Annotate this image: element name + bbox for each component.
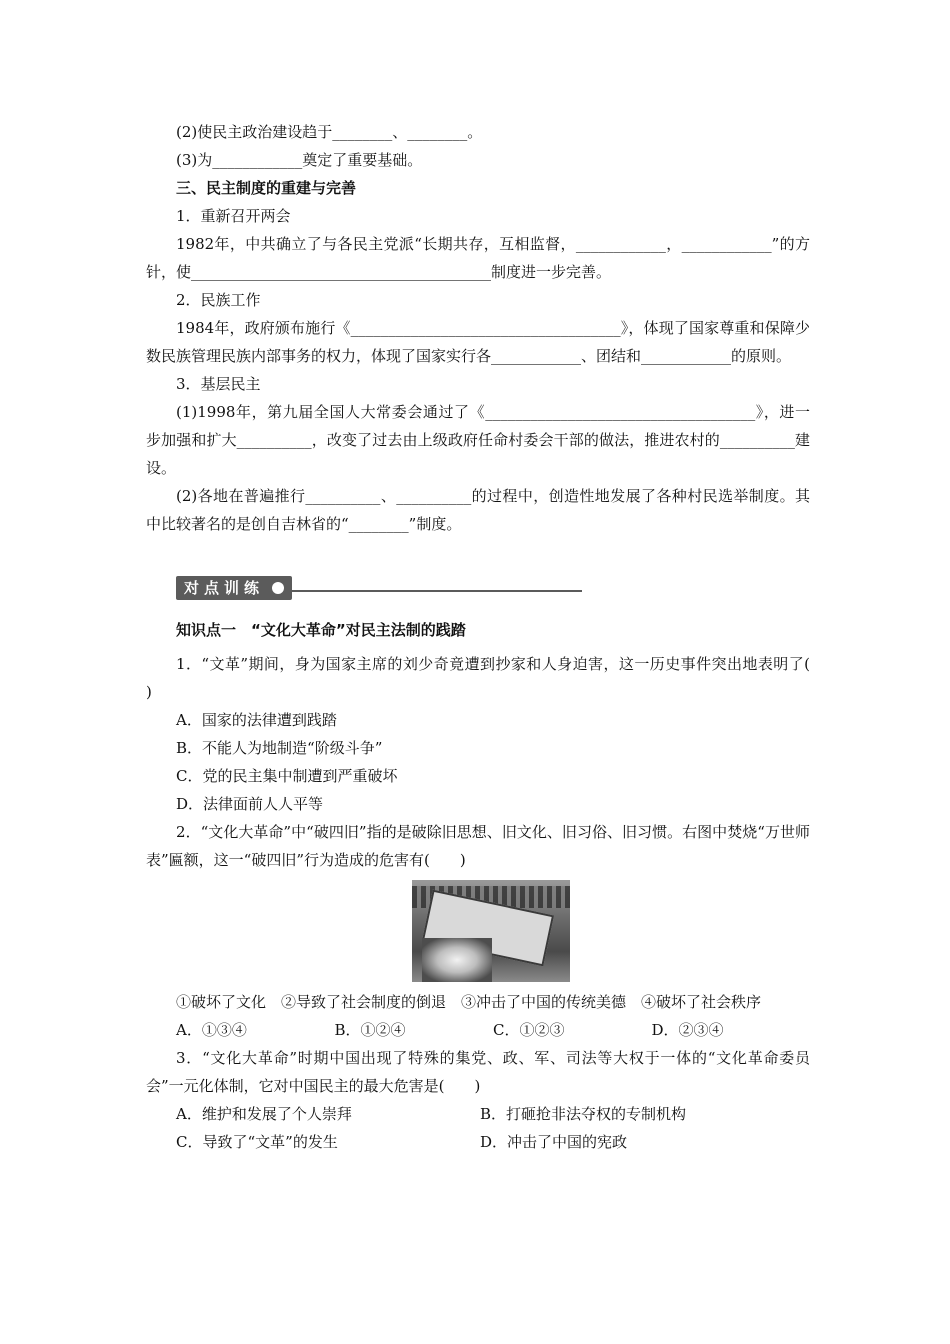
banner-divider (292, 590, 582, 592)
item-3-text-2: (2)各地在普遍推行__________、__________的过程中，创造性地发展了各种村民选举制度。其中比较著名的是创自吉林省的“________”制度。 (146, 487, 810, 533)
item-2-text: 1984年，政府颁布施行《____________________________________》，体现了国家尊重和保障少数民族管理民族内部事务的权力，体现了国家实行各____________、团结和____________的原则。 (146, 319, 810, 365)
page-content (146, 118, 841, 1156)
question-3-option-c: C．导致了“文革”的发生 (176, 1133, 338, 1151)
item-1-title: 1．重新召开两会 (176, 207, 291, 225)
question-2-stem: 2．“文化大革命”中“破四旧”指的是破除旧思想、旧文化、旧习俗、旧习惯。右图中焚烧“万世师表”匾额，这一“破四旧”行为造成的危害有( ) (146, 823, 810, 869)
question-2-option-d: D．②③④ (651, 1021, 724, 1039)
photo-fire (422, 938, 492, 982)
item-2-title: 2．民族工作 (176, 291, 261, 309)
fill-line-2: (2)使民主政治建设趋于________、________。 (176, 123, 483, 141)
question-3-options-row-2 (146, 1128, 810, 1156)
question-2-photo-area (146, 880, 810, 984)
question-1-option-c: C．党的民主集中制遭到严重破坏 (176, 767, 398, 785)
question-2-option-b: B．①②④ (334, 1021, 406, 1039)
question-2-option-c: C．①②③ (493, 1021, 565, 1039)
fill-line-3: (3)为____________奠定了重要基础。 (176, 151, 423, 169)
question-3-option-d: D．冲击了中国的宪政 (480, 1133, 628, 1151)
training-banner (172, 574, 810, 602)
question-2-statements: ①破坏了文化 ②导致了社会制度的倒退 ③冲击了中国的传统美德 ④破坏了社会秩序 (176, 993, 762, 1011)
knowledge-point-heading: 知识点一 “文化大革命”对民主法制的践踏 (176, 621, 466, 639)
bullet-dot-icon (272, 582, 284, 594)
question-3-stem: 3．“文化大革命”时期中国出现了特殊的集党、政、军、司法等大权于一体的“文化革命委员会”一元化体制，它对中国民主的最大危害是( ) (146, 1049, 810, 1095)
section-heading-3: 三、民主制度的重建与完善 (176, 179, 357, 197)
question-2-options (146, 1016, 810, 1044)
question-1-option-d: D．法律面前人人平等 (176, 795, 324, 813)
question-1-stem: 1．“文革”期间，身为国家主席的刘少奇竟遭到抄家和人身迫害，这一历史事件突出地表明了( ) (146, 655, 841, 701)
item-3-text-1: (1)1998年，第九届全国人大常委会通过了《____________________________________》，进一步加强和扩大__________，改变了过去由上级政府任命村委会干部的做法，推进农村的__________建设。 (146, 403, 810, 477)
question-2-option-a: A．①③④ (176, 1021, 247, 1039)
training-banner-label: 对点训练 (176, 576, 292, 600)
question-3-options-row-1 (146, 1100, 810, 1128)
item-3-title: 3．基层民主 (176, 375, 261, 393)
burning-plaque-photo (412, 880, 570, 982)
question-1-option-a: A．国家的法律遭到践踏 (176, 711, 337, 729)
question-3-option-a: A．维护和发展了个人崇拜 (176, 1105, 352, 1123)
question-1-option-b: B．不能人为地制造“阶级斗争” (176, 739, 383, 757)
question-3-option-b: B．打砸抢非法夺权的专制机构 (480, 1105, 687, 1123)
item-1-text: 1982年，中共确立了与各民主党派“长期共存，互相监督，____________，____________”的方针，使________________________________________制度进一步完善。 (146, 235, 810, 281)
